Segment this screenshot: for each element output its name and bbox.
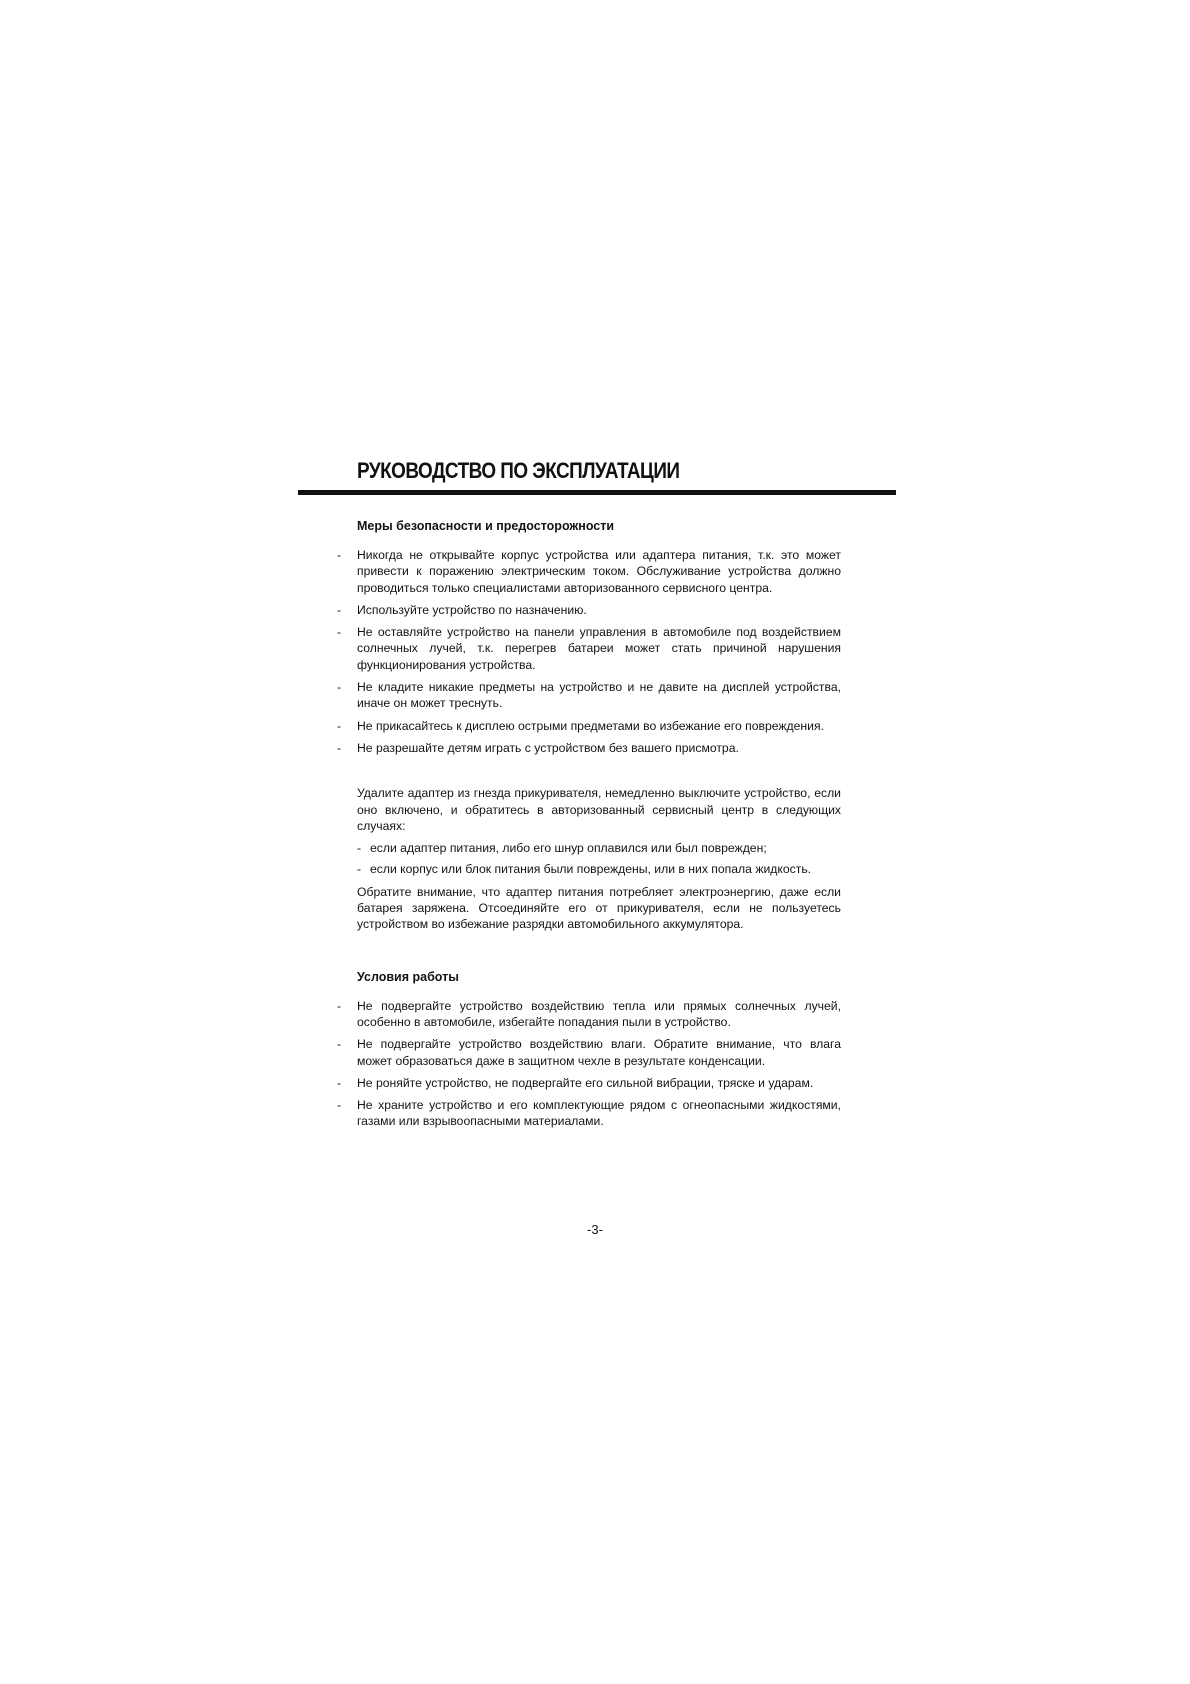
title-rule — [298, 490, 896, 495]
page-number: -3- — [587, 1222, 603, 1237]
list-item: - Не подвергайте устройство воздействию тепла или прямых солнечных лучей, особенно в автомобиле, избегайте попадания пыли в устройство. — [357, 998, 841, 1031]
list-item: - Не кладите никакие предметы на устройство и не давите на дисплей устройства, иначе он может треснуть. — [357, 679, 841, 712]
list-item: - Не оставляйте устройство на панели управления в автомобиле под воздействием солнечных лучей, т.к. перегрев батареи может стать причиной нарушения функционирования устройства. — [357, 624, 841, 673]
section-heading-conditions: Условия работы — [357, 969, 459, 984]
safety-list — [357, 547, 841, 756]
list-item: - Не храните устройство и его комплектующие рядом с огнеопасными жидкостями, газами или взрывоопасными материалами. — [357, 1097, 841, 1130]
list-item: - Используйте устройство по назначению. — [357, 602, 841, 618]
conditions-list — [357, 998, 841, 1130]
spacer — [357, 939, 841, 969]
manual-content — [357, 518, 841, 1136]
adapter-intro: Удалите адаптер из гнезда прикуривателя, немедленно выключите устройство, если оно включено, и обратитесь в авторизованный сервисный центр в следующих случаях: — [357, 786, 841, 833]
list-item: - если адаптер питания, либо его шнур оплавился или был поврежден; — [357, 840, 841, 856]
adapter-cases-list — [357, 840, 841, 878]
section-heading-safety: Меры безопасности и предосторожности — [357, 519, 615, 533]
page-title: РУКОВОДСТВО ПО ЭКСПЛУАТАЦИИ — [357, 458, 680, 483]
list-item: - если корпус или блок питания были повреждены, или в них попала жидкость. — [357, 861, 841, 877]
list-item: - Никогда не открывайте корпус устройства или адаптера питания, т.к. это может привести к поражению электрическим током. Обслуживание устройства должно проводиться только специалистами авторизованного сервисного центра. — [357, 547, 841, 596]
list-item: - Не роняйте устройство, не подвергайте его сильной вибрации, тряске и ударам. — [357, 1075, 841, 1091]
adapter-note: Обратите внимание, что адаптер питания потребляет электроэнергию, даже если батарея заряжена. Отсоединяйте его от прикуривателя, если не пользуетесь устройством во избежание разрядки автомобильного аккумулятора. — [357, 884, 841, 932]
list-item: - Не прикасайтесь к дисплею острыми предметами во избежание его повреждения. — [357, 718, 841, 734]
list-item: - Не подвергайте устройство воздействию влаги. Обратите внимание, что влага может образоваться даже в защитном чехле в результате конденсации. — [357, 1036, 841, 1069]
list-item: - Не разрешайте детям играть с устройством без вашего присмотра. — [357, 740, 841, 756]
spacer — [357, 762, 841, 785]
